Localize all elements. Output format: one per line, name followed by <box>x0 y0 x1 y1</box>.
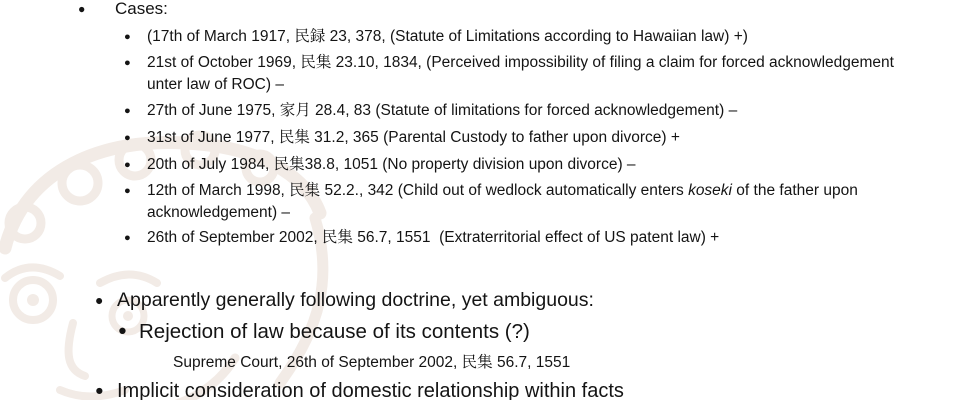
cases-heading-label: Cases: <box>115 0 168 18</box>
implicit-heading <box>95 379 624 400</box>
citation-text: Supreme Court, 26th of September 2002, 民集 56.7, 1551 <box>173 354 571 371</box>
case-item <box>124 154 636 176</box>
case-item-text: 20th of July 1984, 民集38.8, 1051 (No property division upon divorce) – <box>147 156 636 173</box>
doctrine-heading-label: Apparently generally following doctrine, yet ambiguous: <box>117 289 594 311</box>
cases-heading <box>78 0 168 19</box>
bullet-icon: ● <box>124 232 131 244</box>
case-item <box>124 180 858 224</box>
bullet-icon: ● <box>95 383 104 399</box>
case-item <box>124 26 748 48</box>
bullet-icon: ● <box>118 323 127 339</box>
case-item-text: 31st of June 1977, 民集 31.2, 365 (Parental Custody to father upon divorce) + <box>147 129 680 146</box>
bullet-icon: ● <box>95 292 104 308</box>
case-item <box>124 127 680 149</box>
case-item-text: 27th of June 1975, 家月 28.4, 83 (Statute of limitations for forced acknowledgement) – <box>147 102 738 119</box>
case-item <box>124 227 719 249</box>
bullet-icon: ● <box>124 185 131 197</box>
rejection-subitem <box>118 319 530 344</box>
bullet-icon: ● <box>78 2 86 16</box>
case-item <box>124 100 737 122</box>
bullet-icon: ● <box>124 57 131 69</box>
bullet-icon: ● <box>124 159 131 171</box>
case-item <box>124 52 894 96</box>
case-item-text-italic: koseki <box>688 182 732 199</box>
case-item-text: 26th of September 2002, 民集 56.7, 1551 (Extraterritorial effect of US patent law) + <box>147 229 720 246</box>
case-item-text: unter law of ROC) – <box>147 76 284 93</box>
bullet-icon: ● <box>124 105 131 117</box>
implicit-heading-label: Implicit consideration of domestic relationship within facts <box>117 380 624 400</box>
rejection-subitem-label: Rejection of law because of its contents (?) <box>139 320 530 343</box>
bullet-icon: ● <box>124 31 131 43</box>
case-item-text-segment: 12th of March 1998, 民集 52.2., 342 (Child out of wedlock automatically enters <box>147 182 689 199</box>
citation-line <box>173 353 570 373</box>
bullet-icon: ● <box>124 132 131 144</box>
case-item-text: 21st of October 1969, 民集 23.10, 1834, (Perceived impossibility of filing a claim for forced acknowledgement <box>147 54 894 71</box>
case-item-text <box>147 180 858 202</box>
case-item-text-segment: of the father upon <box>732 182 858 199</box>
doctrine-heading <box>95 288 594 312</box>
case-item-text: (17th of March 1917, 民録 23, 378, (Statute of Limitations according to Hawaiian law) +) <box>147 28 748 45</box>
case-item-text: acknowledgement) – <box>147 204 291 221</box>
